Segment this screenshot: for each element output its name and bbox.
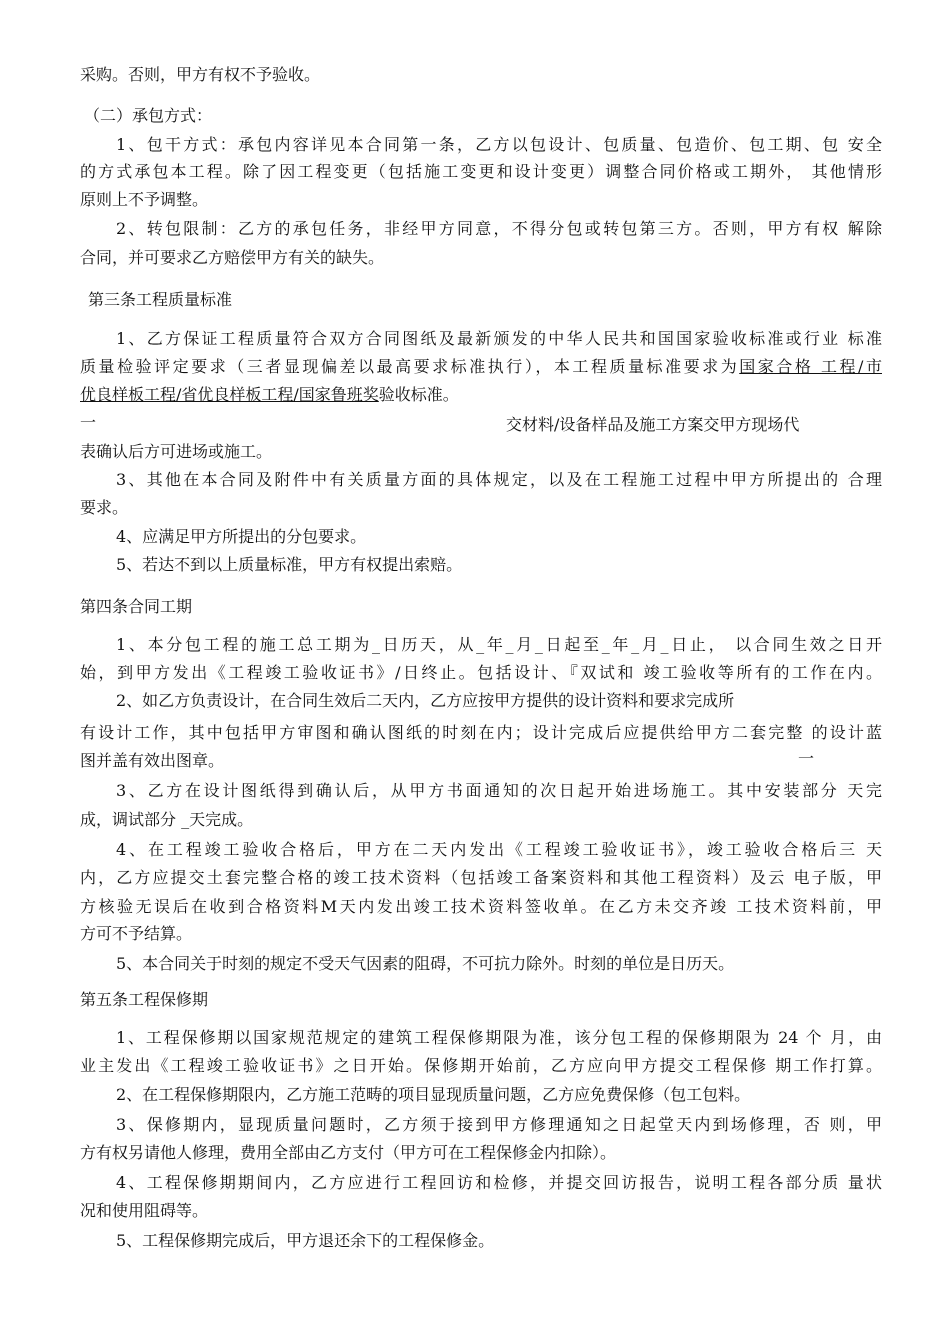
paragraph-line: 方核验无误后在收到合格资料M天内发出竣工技术资料签收单。在乙方未交齐竣 工技术资料前，甲 [80, 897, 882, 916]
paragraph-line: 采购。否则，甲方有权不予验收。 [80, 65, 321, 84]
paragraph-line: 况和使用阻碍等。 [80, 1201, 209, 1220]
paragraph-line: 3、其他在本合同及附件中有关质量方面的具体规定，以及在工程施工过程中甲方所提出的 合理 [116, 470, 882, 489]
paragraph-line: 3、保修期内，显现质量问题时，乙方须于接到甲方修理通知之日起堂天内到场修理，否 则，甲 [116, 1115, 882, 1134]
quality-text: 质量检验评定要求（三者显现偏差以最高要求标准执行），本工程质量标准要求为 [80, 357, 740, 376]
quality-standard-underlined: 优良样板工程/省优良样板工程/国家鲁班奖 [80, 385, 379, 404]
paragraph-line: 方可不予结算。 [80, 924, 193, 943]
paragraph-line: 5、本合同关于时刻的规定不受天气因素的阻碍，不可抗力除外。时刻的单位是日历天。 [116, 954, 735, 973]
paragraph-line: 方有权另请他人修理，费用全部由乙方支付（甲方可在工程保修金内扣除）。 [80, 1143, 617, 1162]
paragraph-line: 4、应满足甲方所提出的分包要求。 [116, 527, 367, 546]
article-3-heading: 第三条工程质量标准 [88, 290, 233, 309]
paragraph-line: 原则上不予调整。 [80, 190, 209, 209]
paragraph-line: 要求。 [80, 498, 129, 517]
paragraph-line: 2、转包限制：乙方的承包任务，非经甲方同意，不得分包或转包第三方。否则，甲方有权 解除 [116, 219, 882, 238]
paragraph-line: 2、在工程保修期限内，乙方施工范畴的项目显现质量问题，乙方应免费保修（包工包料。 [116, 1085, 751, 1104]
paragraph-line: 表确认后方可进场或施工。 [80, 442, 273, 461]
paragraph-line [80, 383, 882, 407]
paragraph-line: 1、本分包工程的施工总工期为_日历天，从_年_月_日起至_年_月_日止， 以合同生效之日开 [116, 635, 882, 654]
quality-standard-underlined: 国家合格 工程/市 [739, 357, 882, 376]
paragraph-line: 4、工程保修期期间内，乙方应进行工程回访和检修，并提交回访报告，说明工程各部分质 量状 [116, 1173, 882, 1192]
paragraph-line: 3、乙方在设计图纸得到确认后，从甲方书面通知的次日起开始进场施工。其中安装部分 天完 [116, 781, 882, 800]
paragraph-line: 有设计工作，其中包括甲方审图和确认图纸的时刻在内；设计完成后应提供给甲方二套完整 的设计蓝 [80, 723, 882, 742]
paragraph-line-fragment: 交材料/设备样品及施工方案交甲方现场代 [506, 415, 800, 434]
paragraph-line: 5、若达不到以上质量标准，甲方有权提出索赔。 [116, 555, 463, 574]
paragraph-line: 2、如乙方负责设计，在合同生效后二天内，乙方应按甲方提供的设计资料和要求完成所 [116, 691, 735, 710]
paragraph-line: 4、在工程竣工验收合格后，甲方在二天内发出《工程竣工验收证书》，竣工验收合格后三 天 [116, 840, 882, 859]
paragraph-line: 1、乙方保证工程质量符合双方合同图纸及最新颁发的中华人民共和国国家验收标准或行业 标准 [116, 329, 882, 348]
article-4-heading: 第四条合同工期 [80, 597, 193, 616]
paragraph-line: 内，乙方应提交土套完整合格的竣工技术资料（包括竣工备案资料和其他工程资料）及云 电子版，甲 [80, 868, 882, 887]
paragraph-line: 图并盖有效出图章。 [80, 751, 225, 770]
paragraph-line: 1、包干方式：承包内容详见本合同第一条，乙方以包设计、包质量、包造价、包工期、包 安全 [116, 135, 882, 154]
paragraph-line [80, 355, 882, 379]
paragraph-line: 合同，并可要求乙方赔偿甲方有关的缺失。 [80, 248, 385, 267]
paragraph-line: 5、工程保修期完成后，甲方退还余下的工程保修金。 [116, 1231, 495, 1250]
article-5-heading: 第五条工程保修期 [80, 990, 209, 1009]
blank-dash: 一 [80, 413, 97, 432]
paragraph-line: 成，调试部分 _天完成。 [80, 810, 254, 829]
paragraph-line: 业主发出《工程竣工验收证书》之日开始。保修期开始前，乙方应向甲方提交工程保修 期工作打算。 [80, 1056, 882, 1075]
section-heading-contract-mode: （二）承包方式： [84, 106, 213, 125]
paragraph-line: 始，到甲方发出《工程竣工验收证书》/日终止。包括设计、『双试和 竣工验收等所有的工作在内。 [80, 663, 882, 682]
blank-dash: 一 [798, 749, 815, 768]
paragraph-line: 1、工程保修期以国家规范规定的建筑工程保修期限为准，该分包工程的保修期限为 24 个 月，由 [116, 1028, 882, 1047]
paragraph-line: 的方式承包本工程。除了因工程变更（包括施工变更和设计变更）调整合同价格或工期外， 其他情形 [80, 162, 882, 181]
quality-text: 验收标准。 [378, 385, 459, 404]
